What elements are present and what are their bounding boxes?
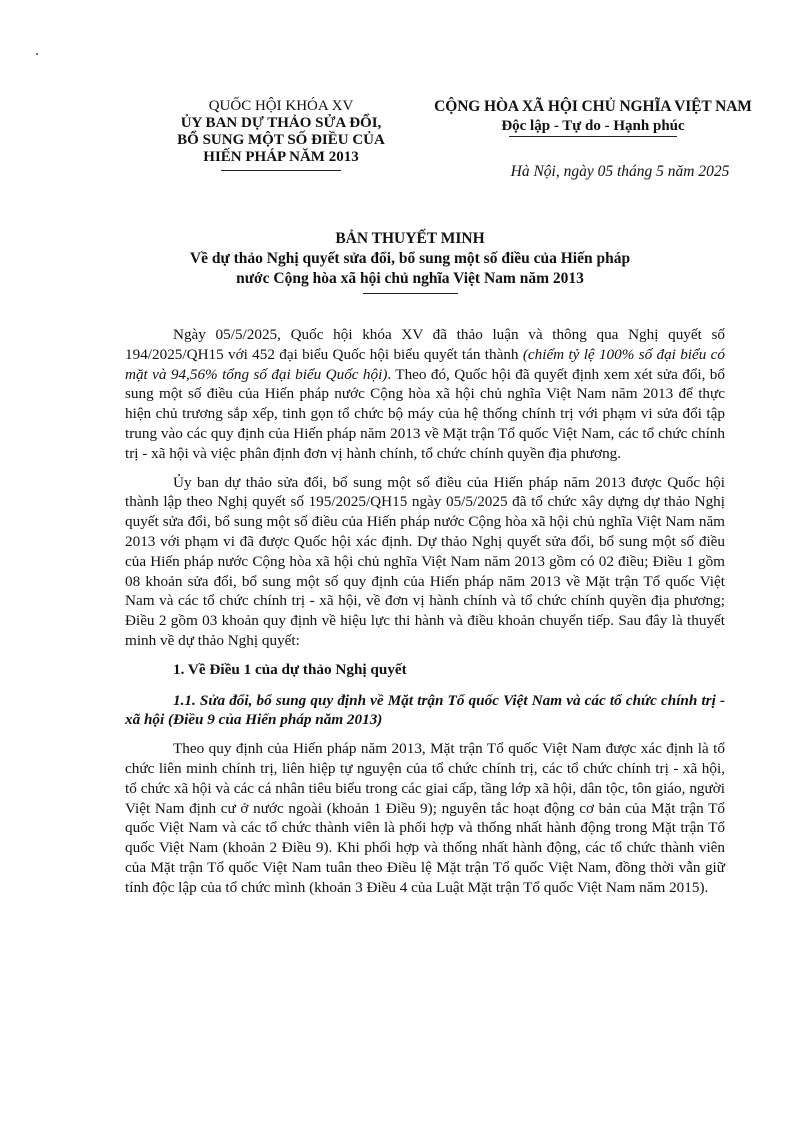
authority-line-4: HIẾN PHÁP NĂM 2013 (203, 149, 359, 165)
national-motto: Độc lập - Tự do - Hạnh phúc (501, 118, 685, 134)
paragraph-1-italic: (chiếm tỷ lệ 100% số đại biểu có mặt và 94,56% tổng số đại biểu Quốc hội) (125, 345, 725, 383)
paragraph-1-text-a: Ngày 05/5/2025, Quốc hội khóa XV đã thảo luận và thông qua Nghị quyết số 194/2025/QH15 với 452 đại biểu Quốc hội biểu quyết tán thành (125, 326, 725, 363)
title-line-3: nước Cộng hòa xã hội chủ nghĩa Việt Nam năm 2013 (236, 270, 584, 287)
section-heading-1: 1. Về Điều 1 của dự thảo Nghị quyết (173, 660, 407, 678)
national-header (416, 98, 770, 137)
authority-underline (221, 170, 341, 171)
issuing-authority (150, 98, 412, 171)
motto-underline (509, 136, 677, 137)
paragraph-1-text-c: . Theo đó, Quốc hội đã quyết định xem xét sửa đổi, bổ sung một số điều của Hiến pháp nước Cộng hòa xã hội chủ nghĩa Việt Nam năm 2013 để thực hiện chủ trương sắp xếp, tinh gọn tổ chức bộ máy của hệ thống chính trị với phạm vi sửa đổi tập trung vào các quy định của Hiến pháp năm 2013 về Mặt trận Tổ quốc Việt Nam, các tổ chức chính trị - xã hội và việc phân định đơn vị hành chính, tổ chức chính quyền địa phương. (125, 365, 725, 462)
title-line-2: Về dự thảo Nghị quyết sửa đổi, bổ sung một số điều của Hiến pháp (189, 250, 631, 267)
title-underline (363, 293, 458, 294)
paragraph-3: Theo quy định của Hiến pháp năm 2013, Mặt trận Tổ quốc Việt Nam được xác định là tổ chức liên minh chính trị, liên hiệp tự nguyện của tổ chức chính trị, các tổ chức chính trị - xã hội, tổ chức xã hội và các cá nhân tiêu biểu trong các giai cấp, tầng lớp xã hội, dân tộc, tôn giáo, người Việt Nam định cư ở nước ngoài (khoản 1 Điều 9); nguyên tắc hoạt động cơ bản của Mặt trận Tổ quốc Việt Nam và các tổ chức thành viên là phối hợp và thống nhất hành động trong Mặt trận Tổ quốc Việt Nam (khoản 2 Điều 9). Khi phối hợp và thống nhất hành động, các tổ chức thành viên của Mặt trận Tổ quốc Việt Nam tuân theo Điều lệ Mặt trận Tổ quốc Việt Nam, đồng thời vẫn giữ tính độc lập của tổ chức mình (khoản 3 Điều 4 của Luật Mặt trận Tổ quốc Việt Nam năm 2015). (125, 740, 725, 896)
scan-speck (36, 53, 38, 55)
title-line-1: BẢN THUYẾT MINH (335, 230, 485, 247)
authority-line-1: QUỐC HỘI KHÓA XV (208, 98, 354, 114)
document-body (125, 325, 725, 907)
subsection-heading-1-1: 1.1. Sửa đổi, bổ sung quy định về Mặt trận Tổ quốc Việt Nam và các tổ chức chính trị - xã hội (Điều 9 của Hiến pháp năm 2013) (125, 691, 725, 729)
authority-line-2: ỦY BAN DỰ THẢO SỬA ĐỔI, (180, 115, 382, 131)
document-date: Hà Nội, ngày 05 tháng 5 năm 2025 (510, 163, 730, 180)
document-title (90, 229, 730, 294)
paragraph-1 (125, 325, 725, 464)
paragraph-2: Ủy ban dự thảo sửa đổi, bổ sung một số điều của Hiến pháp năm 2013 được Quốc hội thành lập theo Nghị quyết số 195/2025/QH15 ngày 05/5/2025 đã tổ chức xây dựng dự thảo Nghị quyết sửa đổi, bổ sung một số điều của Hiến pháp nước Cộng hòa xã hội chủ nghĩa Việt Nam năm 2013 với phạm vi đã được Quốc hội xác định. Dự thảo Nghị quyết sửa đổi, bổ sung một số điều của Hiến pháp nước Cộng hòa xã hội chủ nghĩa Việt Nam năm 2013 gồm có 02 điều; Điều 1 gồm 08 khoản sửa đổi, bổ sung một số quy định của Hiến pháp năm 2013 về Mặt trận Tổ quốc Việt Nam và các tổ chức chính trị - xã hội, về đơn vị hành chính và tổ chức chính quyền địa phương; Điều 2 gồm 03 khoản quy định về hiệu lực thi hành và điều khoản chuyển tiếp. Sau đây là thuyết minh về dự thảo Nghị quyết: (125, 473, 725, 649)
national-title: CỘNG HÒA XÃ HỘI CHỦ NGHĨA VIỆT NAM (434, 98, 752, 115)
authority-line-3: BỔ SUNG MỘT SỐ ĐIỀU CỦA (177, 132, 385, 148)
